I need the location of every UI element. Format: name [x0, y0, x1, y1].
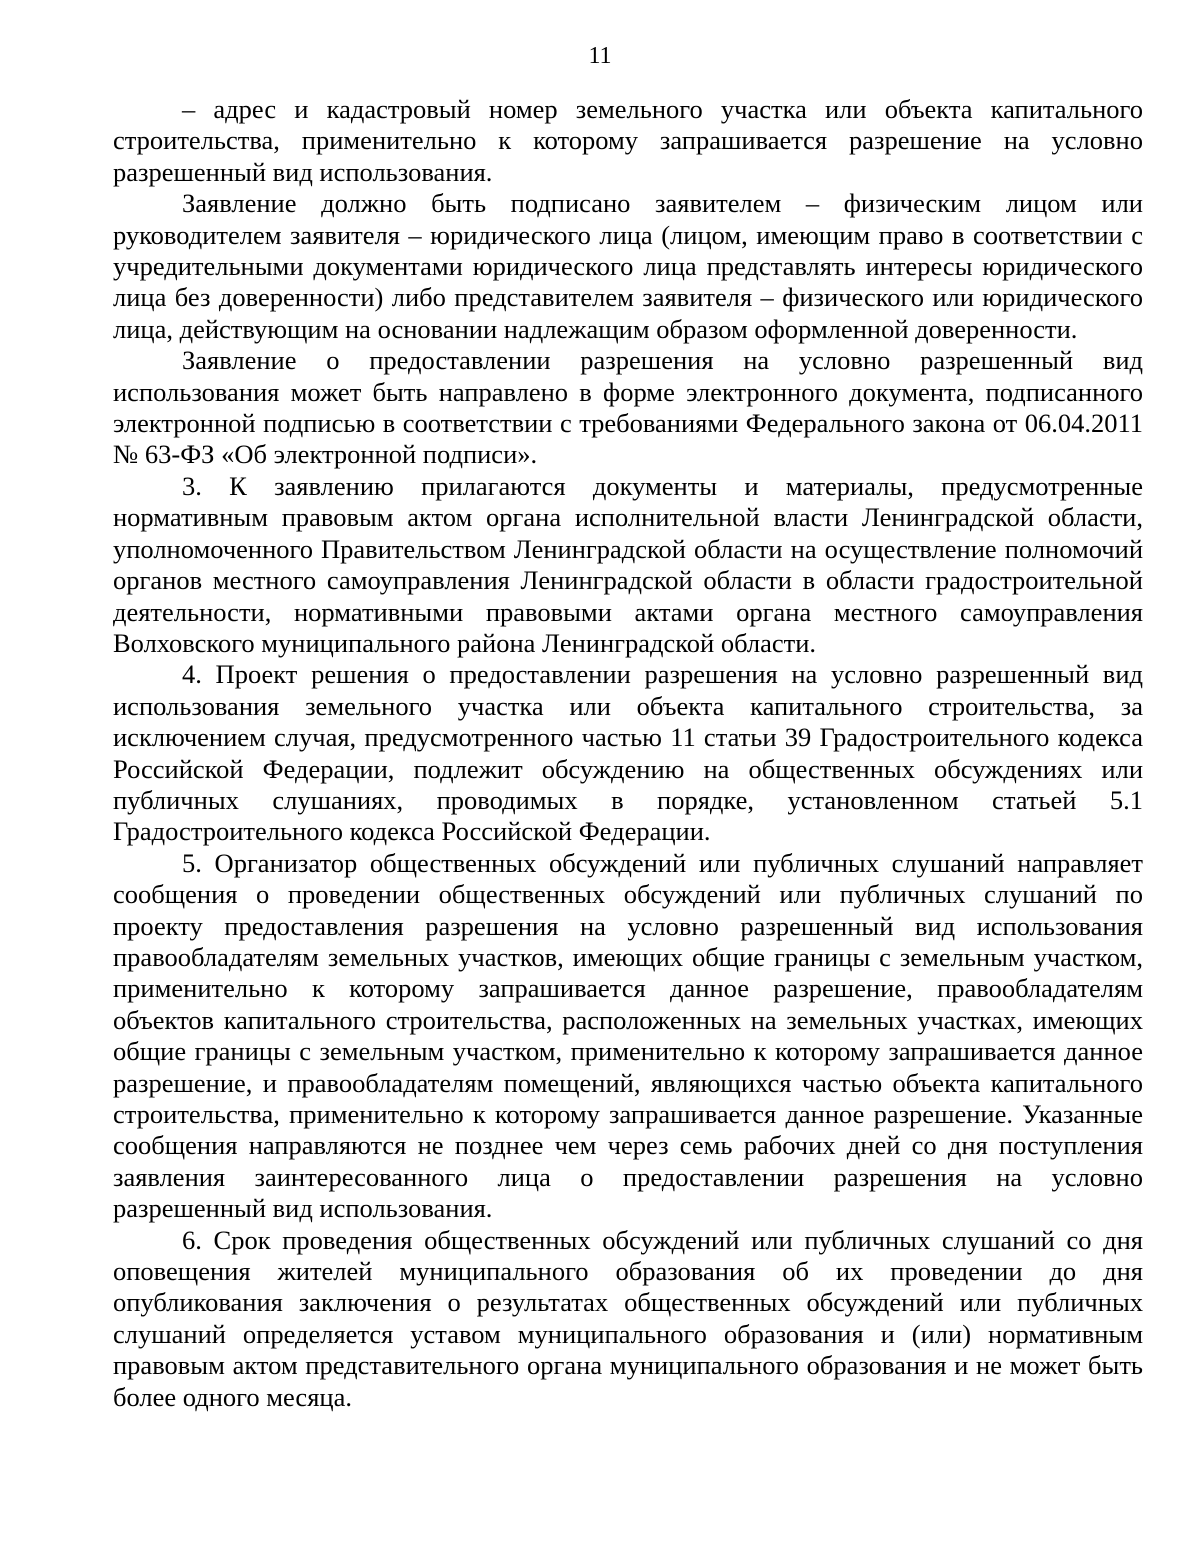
paragraph-item-3: 3. К заявлению прилагаются документы и материалы, предусмотренные нормативным правовым актом органа исполнительной власти Ленинградской области, уполномоченного Правительством Ленинградской области на осуществление полномочий органов местного самоуправления Ленинградской области в области градостроительной деятельности, нормативными правовыми актами органа местного самоуправления Волховского муниципального района Ленинградской области.: [113, 470, 1143, 658]
page-number: 11: [588, 43, 612, 69]
document-body: [113, 94, 1143, 1413]
paragraph-address-item: – адрес и кадастровый номер земельного участка или объекта капитального строительства, применительно к которому запрашивается разрешение на условно разрешенный вид использования.: [113, 94, 1143, 187]
paragraph-signature-requirements: Заявление должно быть подписано заявителем – физическим лицом или руководителем заявителя – юридического лица (лицом, имеющим право в соответствии с учредительными документами юридического лица представлять интересы юридического лица без доверенности) либо представителем заявителя – физического или юридического лица, действующим на основании надлежащим образом оформленной доверенности.: [113, 188, 1143, 344]
paragraph-electronic-submission: Заявление о предоставлении разрешения на условно разрешенный вид использования может быть направлено в форме электронного документа, подписанного электронной подписью в соответствии с требованиями Федерального закона от 06.04.2011 № 63-ФЗ «Об электронной подписи».: [113, 345, 1143, 470]
paragraph-item-5: 5. Организатор общественных обсуждений или публичных слушаний направляет сообщения о проведении общественных обсуждений или публичных слушаний по проекту предоставления разрешения на условно разрешенный вид использования правообладателям земельных участков, имеющих общие границы с земельным участком, применительно к которому запрашивается данное разрешение, правообладателям объектов капитального строительства, расположенных на земельных участках, имеющих общие границы с земельным участком, применительно к которому запрашивается данное разрешение, и правообладателям помещений, являющихся частью объекта капитального строительства, применительно к которому запрашивается данное разрешение. Указанные сообщения направляются не позднее чем через семь рабочих дней со дня поступления заявления заинтересованного лица о предоставлении разрешения на условно разрешенный вид использования.: [113, 847, 1143, 1224]
paragraph-item-6: 6. Срок проведения общественных обсуждений или публичных слушаний со дня оповещения жителей муниципального образования об их проведении до дня опубликования заключения о результатах общественных обсуждений или публичных слушаний определяется уставом муниципального образования и (или) нормативным правовым актом представительного органа муниципального образования и не может быть более одного месяца.: [113, 1224, 1143, 1412]
paragraph-item-4: 4. Проект решения о предоставлении разрешения на условно разрешенный вид использования земельного участка или объекта капитального строительства, за исключением случая, предусмотренного частью 11 статьи 39 Градостроительного кодекса Российской Федерации, подлежит обсуждению на общественных обсуждениях или публичных слушаниях, проводимых в порядке, установленном статьей 5.1 Градостроительного кодекса Российской Федерации.: [113, 659, 1143, 847]
